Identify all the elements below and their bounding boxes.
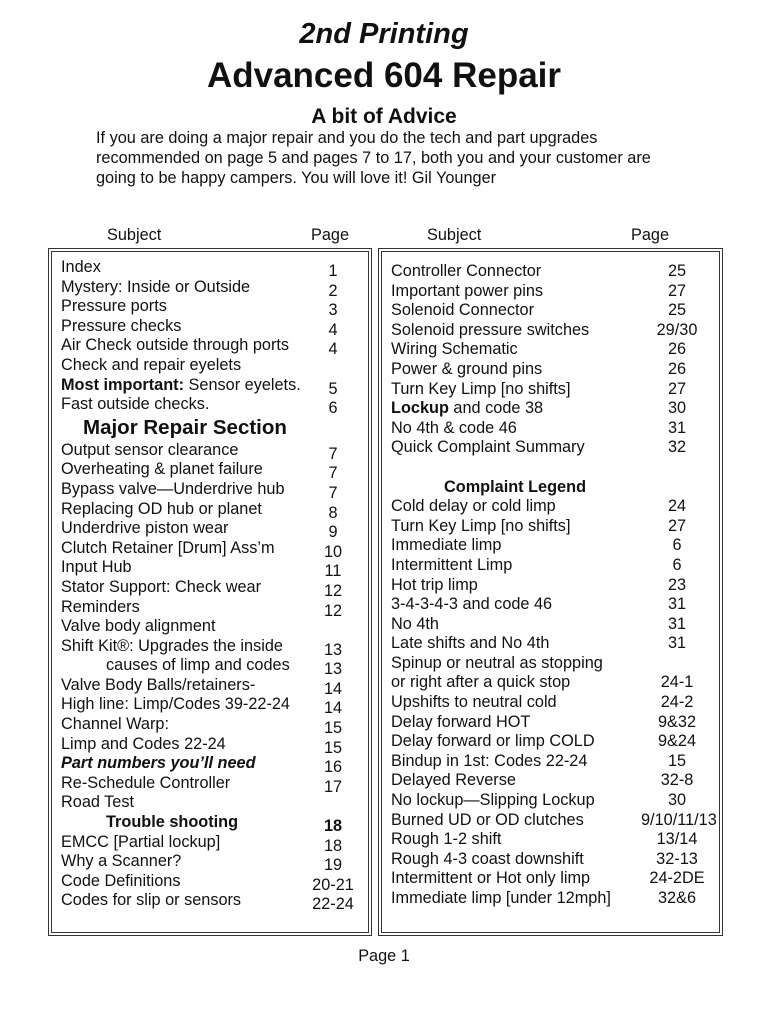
index-page	[307, 360, 359, 380]
index-page: 7	[328, 464, 338, 483]
index-page	[307, 797, 359, 817]
index-subject-text: Cold delay or cold limp	[391, 497, 556, 516]
index-subject-text: Clutch Retainer [Drum] Ass’m	[61, 538, 275, 557]
index-page: 17	[323, 777, 343, 796]
index-subject-text: Rough 1-2 shift	[391, 830, 502, 849]
index-row	[391, 497, 713, 517]
index-page: 6	[672, 555, 682, 574]
index-subject	[61, 715, 307, 735]
index-row	[391, 399, 713, 419]
index-subject	[61, 356, 307, 376]
index-subject-text: Trouble shooting	[106, 813, 239, 832]
index-subject-text: causes of limp and codes	[106, 656, 290, 675]
index-subject	[391, 752, 641, 772]
index-page: 26	[667, 359, 687, 378]
index-page: 25	[667, 262, 687, 280]
index-subject	[391, 693, 641, 713]
advice-text: If you are doing a major repair and you do the tech and part upgrades recommended on page 5 and pages 7 to 17, both you and your customer are going to be happy campers. You will love it! Gil Younger	[96, 129, 651, 187]
index-subject-text: Immediate limp	[391, 536, 502, 555]
index-subject	[61, 793, 307, 813]
index-subject	[61, 676, 307, 696]
index-subject-text: Quick Complaint Summary	[391, 438, 585, 457]
index-row	[391, 713, 713, 733]
index-subject-text: Why a Scanner?	[61, 852, 182, 871]
index-page: 27	[667, 516, 687, 535]
index-row	[391, 360, 713, 380]
index-page: 30	[667, 399, 687, 418]
right-index-list	[391, 262, 717, 909]
index-page: 9	[328, 523, 338, 542]
index-subject	[61, 376, 307, 396]
index-page: 24-2	[660, 693, 694, 712]
index-row	[391, 732, 713, 752]
index-row	[391, 850, 713, 870]
left-index-list	[61, 258, 359, 914]
index-subject-text: Output sensor clearance	[61, 440, 239, 459]
page-number: Page 1	[358, 947, 410, 965]
index-page: 6	[328, 399, 338, 418]
index-subject-text: Fast outside checks.	[61, 395, 210, 414]
index-subject	[61, 833, 307, 853]
index-row	[391, 380, 713, 400]
index-subject	[61, 578, 307, 598]
index-subject	[391, 889, 641, 909]
index-subject-text: Bindup in 1st: Codes 22-24	[391, 751, 588, 770]
index-subject	[61, 258, 307, 278]
index-subject-text: Power & ground pins	[391, 359, 543, 378]
index-row	[391, 791, 713, 811]
index-subject-text: Late shifts and No 4th	[391, 634, 550, 653]
index-subject	[391, 301, 641, 321]
index-row	[391, 321, 713, 341]
index-page: 13	[323, 640, 343, 659]
index-subject-text: Valve Body Balls/retainers-	[61, 675, 256, 694]
index-subject-text: Intermittent or Hot only limp	[391, 869, 591, 888]
index-page: 30	[667, 791, 687, 810]
index-page: 16	[323, 758, 343, 777]
index-row	[391, 438, 713, 458]
index-subject	[391, 713, 641, 733]
index-row	[391, 262, 713, 282]
right-subject-header: Subject	[427, 226, 482, 244]
index-subject	[61, 598, 307, 618]
index-page: 7	[328, 483, 338, 502]
index-page: 32&6	[657, 889, 697, 907]
index-subject-text: Solenoid Connector	[391, 301, 535, 320]
index-subject	[61, 735, 307, 755]
index-page: 8	[328, 503, 338, 522]
index-subject	[61, 441, 307, 461]
index-subject	[61, 637, 307, 657]
index-subject	[391, 869, 641, 889]
index-page: 14	[323, 699, 343, 718]
index-subject	[61, 558, 307, 578]
index-subject-emphasis: Most important:	[61, 375, 184, 394]
index-row	[391, 576, 713, 596]
index-subject-text: Limp and Codes 22-24	[61, 734, 226, 753]
index-page: 6	[672, 536, 682, 555]
index-subject-text: or right after a quick stop	[391, 673, 571, 692]
index-subject	[61, 656, 307, 676]
index-subject-text: Reminders	[61, 597, 140, 616]
index-row	[391, 693, 713, 713]
index-subject-text: Turn Key Limp [no shifts]	[391, 516, 571, 535]
index-subject-text: Mystery: Inside or Outside	[61, 277, 251, 296]
index-row	[391, 517, 713, 537]
index-row	[391, 282, 713, 302]
index-subject-text: Bypass valve—Underdrive hub	[61, 479, 285, 498]
index-subject-text: Road Test	[61, 793, 135, 812]
index-page: 15	[323, 719, 343, 738]
index-subject-text: Wiring Schematic	[391, 340, 518, 359]
index-subject	[391, 262, 641, 282]
index-row	[391, 419, 713, 439]
index-row	[391, 615, 713, 635]
index-subject	[391, 399, 641, 419]
index-subject	[61, 317, 307, 337]
index-page: 32-8	[660, 771, 694, 790]
index-subject-text: Immediate limp [under 12mph]	[391, 889, 611, 907]
index-row	[391, 556, 713, 576]
index-page: 9&32	[657, 712, 697, 731]
index-row	[391, 810, 717, 831]
page-title: Advanced 604 Repair	[206, 56, 562, 95]
index-page: 31	[667, 614, 687, 633]
index-row	[391, 634, 713, 654]
index-subject-emphasis: Lockup	[391, 399, 449, 418]
index-subject	[391, 536, 641, 556]
index-subject-text: Part numbers you’ll need	[61, 754, 256, 773]
index-subject	[391, 791, 641, 811]
index-subject-text: Shift Kit®: Upgrades the inside	[61, 636, 283, 655]
index-subject-text: Hot trip limp	[391, 575, 478, 594]
index-subject-text: No 4th	[391, 614, 439, 633]
left-subject-header: Subject	[107, 226, 162, 244]
index-subject-text: Replacing OD hub or planet	[61, 499, 262, 518]
index-row	[391, 340, 713, 360]
index-page: 10	[323, 542, 343, 561]
index-subject-text: Code Definitions	[61, 871, 181, 890]
index-page	[641, 654, 713, 674]
index-subject	[391, 438, 641, 458]
index-subject	[61, 872, 307, 892]
index-page: 27	[667, 379, 687, 398]
index-page: 31	[667, 634, 687, 653]
index-subject	[61, 500, 307, 520]
index-subject-text: Rough 4-3 coast downshift	[391, 849, 584, 868]
index-subject-text: High line: Limp/Codes 39-22-24	[61, 695, 290, 714]
right-page-header: Page	[631, 226, 670, 244]
index-page: 4	[328, 320, 338, 339]
index-page: 24-1	[660, 673, 694, 692]
index-subject-text: Solenoid pressure switches	[391, 320, 590, 339]
index-page: 9/10/11/13	[641, 810, 717, 829]
index-subject	[61, 336, 307, 356]
index-subject-text: Intermittent Limp	[391, 555, 513, 574]
index-subject-text: Turn Key Limp [no shifts]	[391, 379, 571, 398]
index-page: 13	[323, 660, 343, 679]
index-subject-text: Burned UD or OD clutches	[391, 810, 584, 829]
index-page: 13/14	[656, 830, 698, 849]
index-page: 32	[667, 438, 687, 457]
index-subject-text: Underdrive piston wear	[61, 519, 229, 538]
index-subject-text: Input Hub	[61, 558, 132, 577]
index-subject	[391, 360, 641, 380]
index-subject-text: Valve body alignment	[61, 617, 216, 636]
index-page: 12	[323, 601, 343, 620]
index-subject	[391, 732, 641, 752]
index-subject	[391, 380, 641, 400]
index-page: 31	[667, 418, 687, 437]
index-subject	[391, 497, 641, 517]
index-subject	[391, 673, 641, 693]
index-subject-text: and code 38	[448, 399, 544, 418]
index-row	[391, 752, 713, 772]
printing-label: 2nd Printing	[299, 18, 469, 50]
index-subject-text: Codes for slip or sensors	[61, 891, 242, 910]
index-subject	[61, 480, 307, 500]
index-subject-text: No 4th & code 46	[391, 418, 517, 437]
index-subject	[61, 519, 307, 539]
index-subject	[61, 395, 307, 415]
index-subject	[61, 695, 307, 715]
index-page: 19	[323, 856, 343, 875]
advice-heading: A bit of Advice	[311, 105, 457, 128]
index-subject	[391, 830, 641, 850]
index-page: 18	[323, 817, 343, 836]
index-subject	[391, 556, 641, 576]
index-subject	[391, 282, 641, 302]
index-page: 14	[323, 679, 343, 698]
index-subject	[61, 754, 307, 774]
index-row	[391, 673, 713, 693]
index-subject-text: 3-4-3-4-3 and code 46	[391, 595, 553, 614]
index-row	[61, 258, 359, 278]
index-page: 2	[328, 281, 338, 300]
index-page: 27	[667, 281, 687, 300]
index-subject	[61, 813, 307, 833]
index-subject-text: Sensor eyelets.	[184, 375, 301, 394]
index-subject	[391, 419, 641, 439]
index-subject-text: Delayed Reverse	[391, 771, 516, 790]
index-subject-text: Re-Schedule Controller	[61, 773, 231, 792]
index-subject-text: Air Check outside through ports	[61, 336, 290, 355]
index-row	[391, 830, 713, 850]
index-page: 18	[323, 836, 343, 855]
index-page: 11	[324, 562, 342, 581]
index-page: 1	[328, 262, 338, 280]
index-page: 22-24	[312, 895, 354, 914]
index-page: 7	[328, 444, 338, 463]
index-subject-text: Controller Connector	[391, 262, 542, 280]
index-subject	[391, 595, 641, 615]
index-row	[391, 869, 713, 889]
index-subject	[61, 297, 307, 317]
index-subject-text: Important power pins	[391, 281, 544, 300]
index-page: 9&24	[657, 732, 697, 751]
index-row	[391, 536, 713, 556]
index-page	[307, 621, 359, 641]
index-row	[391, 889, 713, 909]
index-subject	[391, 321, 641, 341]
index-subject	[391, 576, 641, 596]
index-subject	[391, 850, 641, 870]
index-page: 4	[328, 340, 338, 359]
index-subject-text: Upshifts to neutral cold	[391, 693, 557, 712]
index-subject-text: Channel Warp:	[61, 715, 169, 734]
index-page: 24-2DE	[649, 869, 705, 888]
index-page: 5	[328, 379, 338, 398]
index-subject-text: Delay forward or limp COLD	[391, 732, 595, 751]
index-subject	[61, 852, 307, 872]
index-subject	[61, 539, 307, 559]
index-subject	[61, 617, 307, 637]
index-page: 15	[667, 751, 687, 770]
complaint-legend-heading: Complaint Legend	[444, 477, 587, 496]
index-row	[61, 441, 359, 461]
index-subject-text: Pressure checks	[61, 316, 182, 335]
index-row	[391, 771, 713, 791]
index-page: 29/30	[656, 320, 698, 339]
index-page: 15	[323, 738, 343, 757]
left-page-header: Page	[311, 226, 350, 244]
index-page: 25	[667, 301, 687, 320]
index-subject	[391, 615, 641, 635]
index-page: 23	[667, 575, 687, 594]
index-subject-text: Index	[61, 258, 101, 276]
index-subject	[391, 654, 641, 674]
index-subject	[391, 771, 641, 791]
index-subject	[391, 811, 641, 831]
major-repair-section-heading: Major Repair Section	[83, 415, 287, 439]
index-row	[391, 595, 713, 615]
index-subject	[391, 634, 641, 654]
index-page: 20-21	[312, 875, 354, 894]
index-subject	[61, 460, 307, 480]
index-subject	[61, 891, 307, 911]
spacer	[391, 458, 713, 478]
index-subject-text: Stator Support: Check wear	[61, 577, 261, 596]
index-row	[391, 301, 713, 321]
index-subject	[391, 340, 641, 360]
index-subject-text: EMCC [Partial lockup]	[61, 832, 221, 851]
index-subject	[391, 517, 641, 537]
index-page: 32-13	[656, 849, 698, 868]
index-subject-text: Pressure ports	[61, 297, 167, 316]
index-subject-text: Check and repair eyelets	[61, 355, 242, 374]
index-page: 12	[323, 581, 343, 600]
index-subject	[61, 278, 307, 298]
index-page: 3	[328, 301, 338, 320]
index-subject	[61, 774, 307, 794]
index-row	[391, 654, 713, 674]
index-subject-text: Overheating & planet failure	[61, 460, 263, 479]
index-page: 24	[667, 497, 687, 516]
index-subject-text: No lockup—Slipping Lockup	[391, 791, 595, 810]
index-page: 31	[667, 595, 687, 614]
index-page: 26	[667, 340, 687, 359]
index-subject-text: Spinup or neutral as stopping	[391, 653, 603, 672]
index-subject-text: Delay forward HOT	[391, 712, 531, 731]
